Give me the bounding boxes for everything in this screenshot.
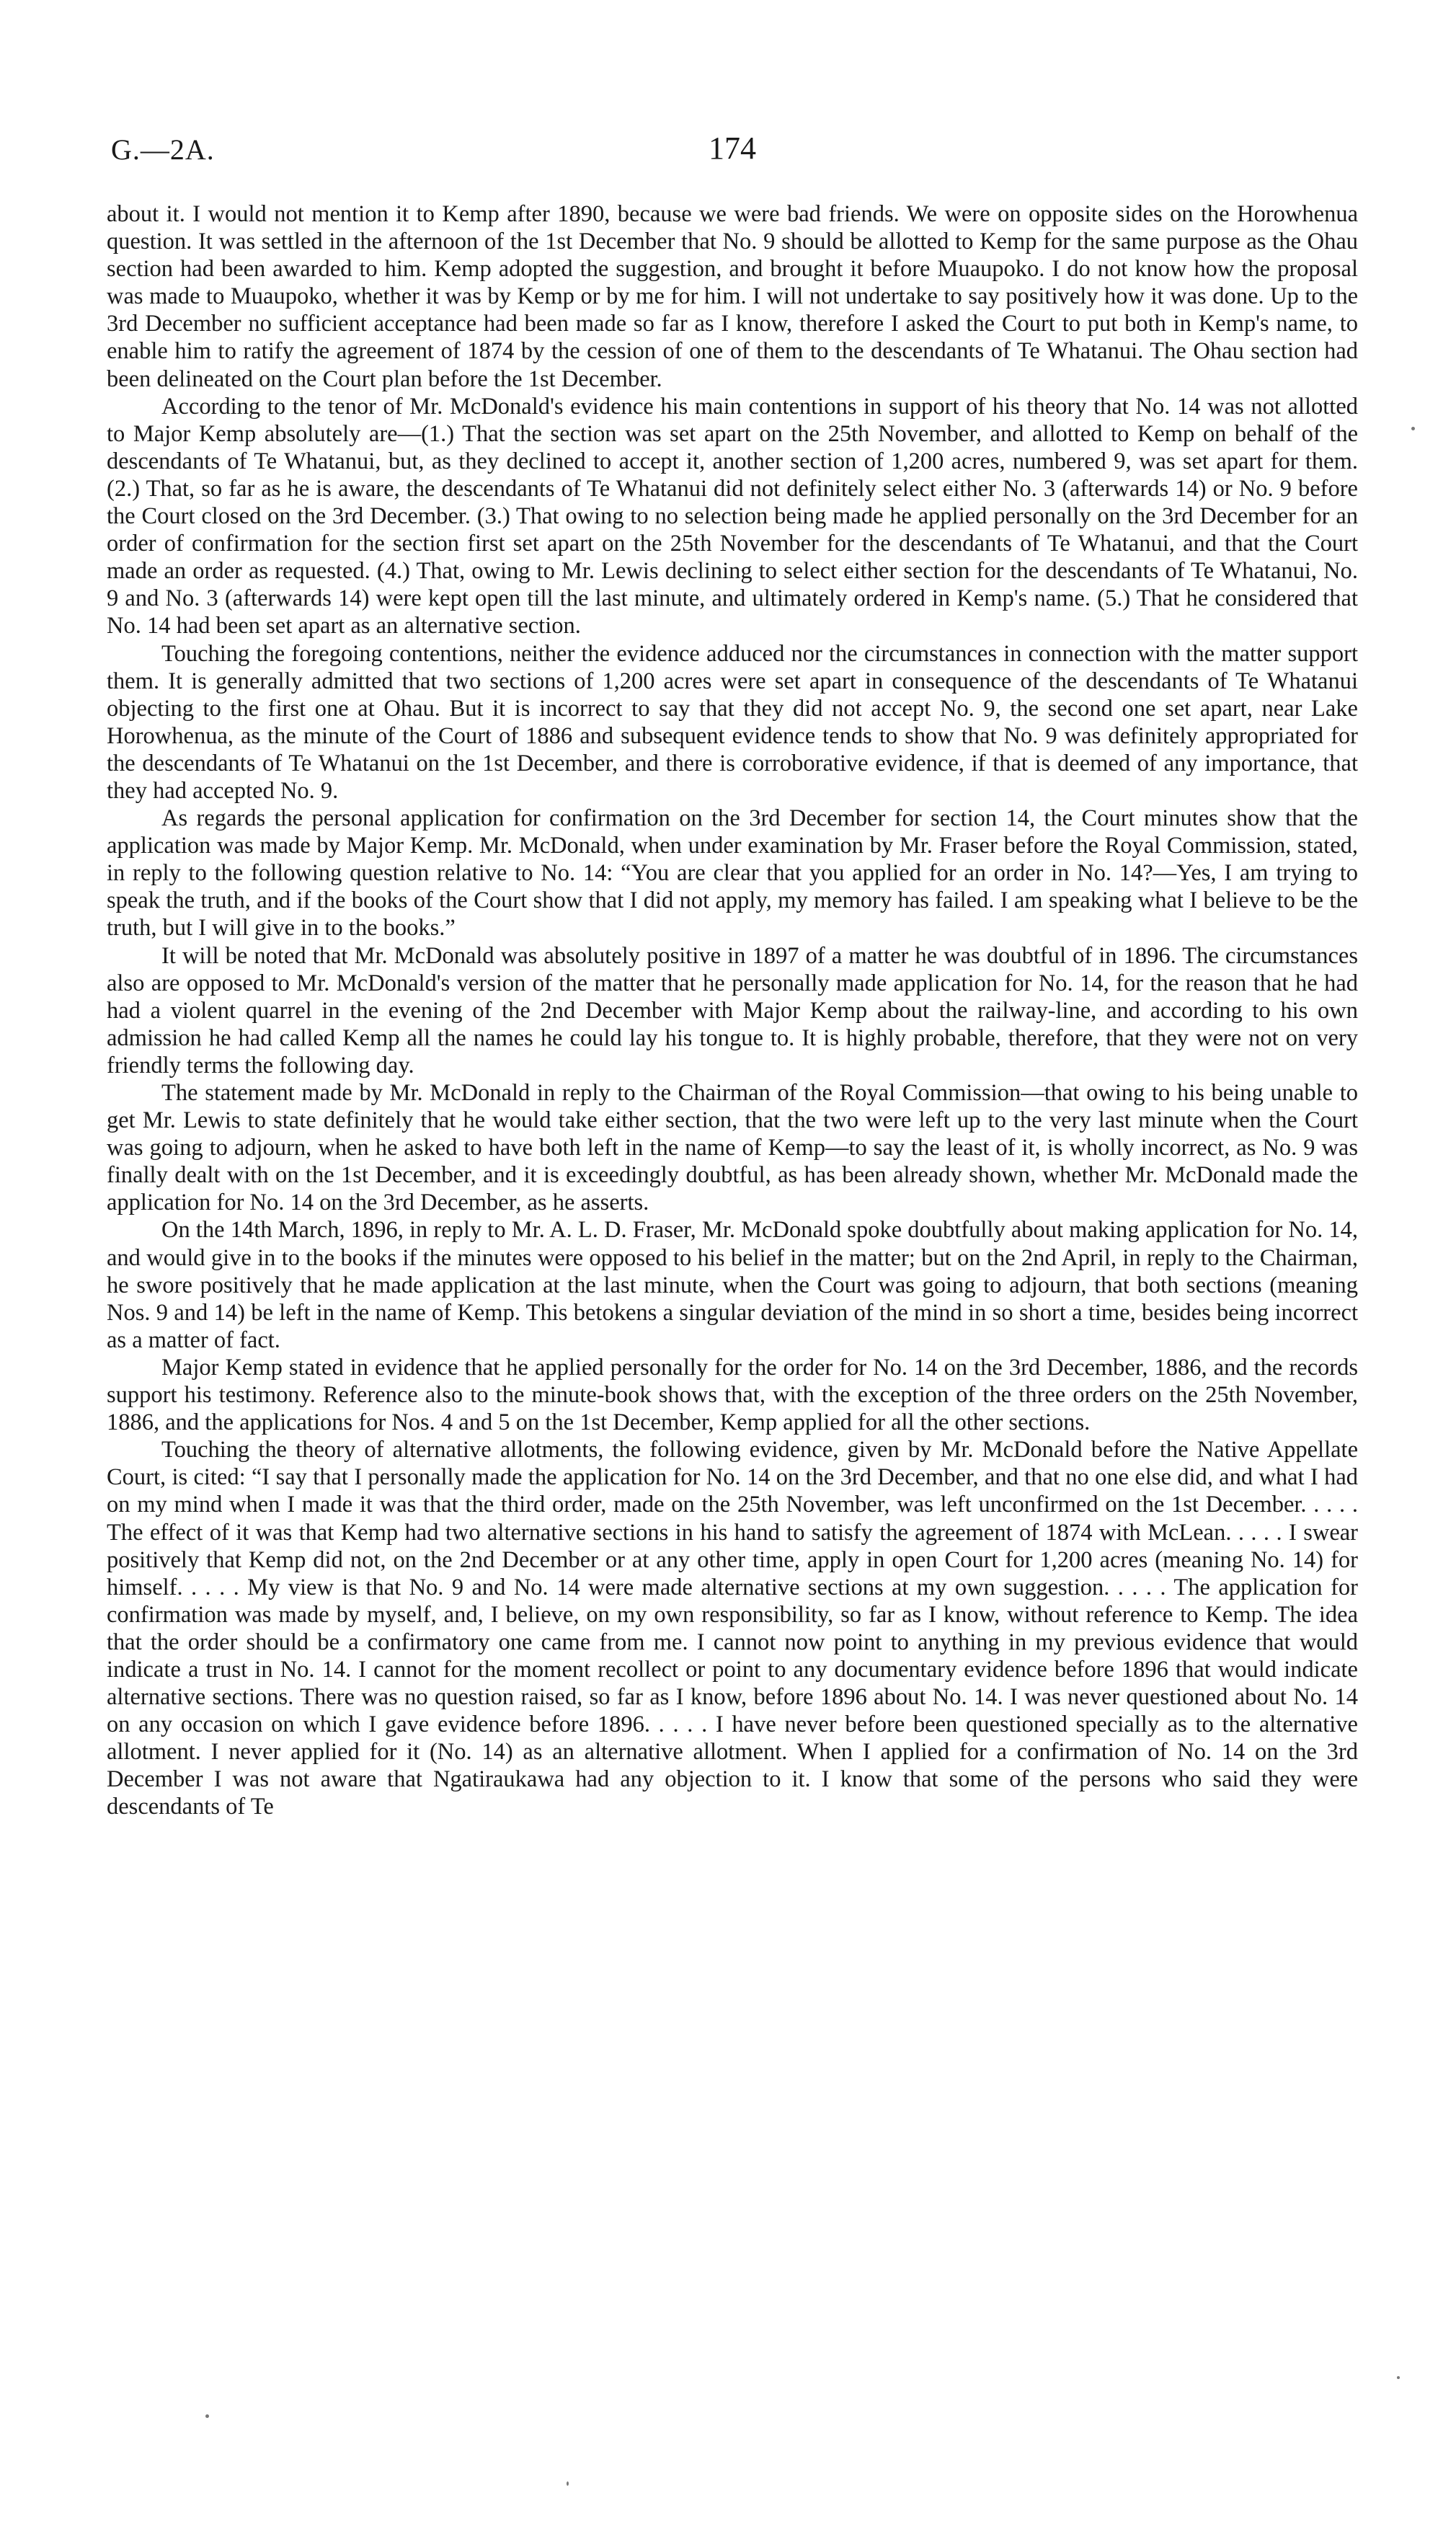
- document-page: [107, 130, 1358, 1821]
- paragraph: Touching the foregoing contentions, neither the evidence adduced nor the circumstances in connection with the matter support them. It is generally admitted that two sections of 1,200 acres were set apart in consequence of the descendants of Te Whatanui objecting to the first one at Ohau. But it is incorrect to say that they did not accept No. 9, the second one set apart, near Lake Horowhenua, as the minute of the Court of 1886 and subsequent evidence tends to show that No. 9 was definitely appropriated for the descendants of Te Whatanui on the 1st December, and there is corroborative evidence, if that is deemed of any importance, that they had accepted No. 9.: [107, 640, 1358, 804]
- scan-speck: [567, 2481, 569, 2486]
- document-reference: G.—2A.: [111, 133, 215, 166]
- scan-speck: [205, 2414, 209, 2418]
- page-number: 174: [709, 130, 756, 166]
- scan-speck: [1397, 2376, 1400, 2379]
- paragraph: As regards the personal application for confirmation on the 3rd December for section 14, the Court minutes show that the application was made by Major Kemp. Mr. McDonald, when under examination by Mr. Fraser before the Royal Commission, stated, in reply to the following question relative to No. 14: “You are clear that you applied for an order in No. 14?—Yes, I am trying to speak the truth, and if the books of the Court show that I did not apply, my memory has failed. I am speaking what I believe to be the truth, but I will give in to the books.”: [107, 805, 1358, 942]
- body-text: [107, 200, 1358, 1821]
- paragraph: The statement made by Mr. McDonald in reply to the Chairman of the Royal Commission—that owing to his being unable to get Mr. Lewis to state definitely that he would take either section, that the two were left up to the very last minute when the Court was going to adjourn, when he asked to have both left in the name of Kemp—to say the least of it, is wholly incorrect, as No. 9 was finally dealt with on the 1st December, and it is exceedingly doubtful, as has been already shown, whether Mr. McDonald made the application for No. 14 on the 3rd December, as he asserts.: [107, 1080, 1358, 1216]
- paragraph: On the 14th March, 1896, in reply to Mr. A. L. D. Fraser, Mr. McDonald spoke doubtfully about making application for No. 14, and would give in to the books if the minutes were opposed to his belief in the matter; but on the 2nd April, in reply to the Chairman, he swore positively that he made application at the last minute, when the Court was going to adjourn, that both sections (meaning Nos. 9 and 14) be left in the name of Kemp. This betokens a singular deviation of the mind in so short a time, besides being incorrect as a matter of fact.: [107, 1217, 1358, 1353]
- paragraph: It will be noted that Mr. McDonald was absolutely positive in 1897 of a matter he was doubtful of in 1896. The circumstances also are opposed to Mr. McDonald's version of the matter that he personally made application for No. 14, for the reason that he had had a violent quarrel in the evening of the 2nd December with Major Kemp about the railway-line, and according to his own admission he had called Kemp all the names he could lay his tongue to. It is highly probable, therefore, that they were not on very friendly terms the following day.: [107, 942, 1358, 1079]
- paragraph: According to the tenor of Mr. McDonald's evidence his main contentions in support of his theory that No. 14 was not allotted to Major Kemp absolutely are—(1.) That the section was set apart on the 25th November, and allotted to Kemp on behalf of the descendants of Te Whatanui, but, as they declined to accept it, another section of 1,200 acres, numbered 9, was set apart for them. (2.) That, so far as he is aware, the descendants of Te Whatanui did not definitely select either No. 3 (afterwards 14) or No. 9 before the Court closed on the 3rd December. (3.) That owing to no selection being made he applied personally on the 3rd December for an order of confirmation for the section first set apart on the 25th November for the descendants of Te Whatanui, and that the Court made an order as requested. (4.) That, owing to Mr. Lewis declining to select either section for the descendants of Te Whatanui, No. 9 and No. 3 (afterwards 14) were kept open till the last minute, and ultimately ordered in Kemp's name. (5.) That he considered that No. 14 had been set apart as an alternative section.: [107, 393, 1358, 639]
- paragraph: Major Kemp stated in evidence that he applied personally for the order for No. 14 on the 3rd December, 1886, and the records support his testimony. Reference also to the minute-book shows that, with the exception of the three orders on the 25th November, 1886, and the applications for Nos. 4 and 5 on the 1st December, Kemp applied for all the other sections.: [107, 1354, 1358, 1436]
- page-header: [107, 130, 1358, 180]
- scan-speck: [1411, 427, 1415, 430]
- paragraph: about it. I would not mention it to Kemp after 1890, because we were bad friends. We were on opposite sides on the Horowhenua question. It was settled in the afternoon of the 1st December that No. 9 should be allotted to Kemp for the same purpose as the Ohau section had been awarded to him. Kemp adopted the suggestion, and brought it before Muaupoko. I do not know how the proposal was made to Muaupoko, whether it was by Kemp or by me for him. I will not undertake to say positively how it was done. Up to the 3rd December no sufficient acceptance had been made so far as I know, therefore I asked the Court to put both in Kemp's name, to enable him to ratify the agreement of 1874 by the cession of one of them to the descendants of Te Whatanui. The Ohau section had been delineated on the Court plan before the 1st December.: [107, 201, 1358, 392]
- paragraph: Touching the theory of alternative allotments, the following evidence, given by Mr. McDonald before the Native Appellate Court, is cited: “I say that I personally made the application for No. 14 on the 3rd December, and that no one else did, and what I had on my mind when I made it was that the third order, made on the 25th November, was left unconfirmed on the 1st December. . . . . The effect of it was that Kemp had two alternative sections in his hand to satisfy the agreement of 1874 with McLean. . . . . I swear positively that Kemp did not, on the 2nd December or at any other time, apply in open Court for 1,200 acres (meaning No. 14) for himself. . . . . My view is that No. 9 and No. 14 were made alternative sections at my own suggestion. . . . . The application for confirmation was made by myself, and, I believe, on my own responsibility, so far as I know, without reference to Kemp. The idea that the order should be a confirmatory one came from me. I cannot now point to anything in my previous evidence that would indicate a trust in No. 14. I cannot for the moment recollect or point to any documentary evidence before 1896 that would indicate alternative sections. There was no question raised, so far as I know, before 1896 about No. 14. I was never questioned about No. 14 on any occasion on which I gave evidence before 1896. . . . . I have never before been questioned specially as to the alternative allotment. I never applied for it (No. 14) as an alternative allotment. When I applied for a confirmation of No. 14 on the 3rd December I was not aware that Ngatiraukawa had any objection to it. I know that some of the persons who said they were descendants of Te: [107, 1437, 1358, 1820]
